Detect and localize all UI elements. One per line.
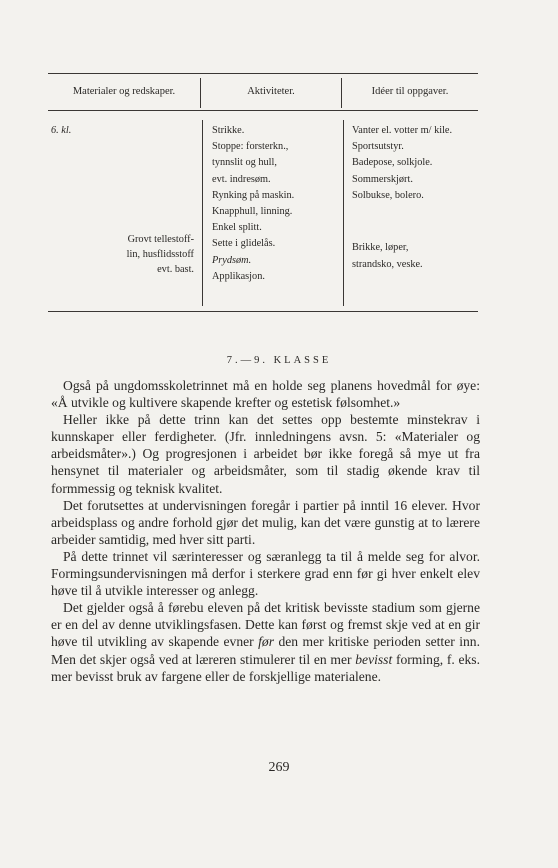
paragraph-text: forming, f. eks. mer bevisst bruk av fargene eller de forskjellige materialene. [51, 651, 480, 684]
activity-item: Applikasjon. [212, 270, 265, 282]
table-top-rule [48, 73, 478, 74]
emphasis-text: bevisst [355, 651, 393, 667]
emphasis-text: før [258, 634, 274, 650]
header-activities: Aktiviteter. [247, 86, 295, 97]
header-ideas: Idéer til oppgaver. [371, 86, 449, 97]
idea-item: Sommerskjørt. [352, 173, 413, 185]
materials-cell [102, 232, 194, 278]
materials-line: lin, husflidsstoff [126, 249, 194, 261]
ideas-cell-group-1 [352, 123, 452, 204]
activity-item: Sette i glidelås. [212, 238, 276, 250]
header-materials: Materialer og redskaper. [72, 86, 176, 97]
activity-item: Stoppe: forsterkn., [212, 141, 289, 153]
grade-label: 6. kl. [51, 125, 72, 136]
paragraph: Heller ikke på dette trinn kan det settes opp bestemte minstekrav i kunnskaper eller ferdigheter. (Jfr. innledningens avsn. 5: «Materialer og arbeidsmåter».) Og progresjonen i arbeidet bør ikke foregå så mye ut fra hensynet til materialer og arbeidsmåter, som til stadig økende krav til formmessig og teknisk kvalitet. [51, 412, 480, 496]
table-header-rule [48, 110, 478, 111]
idea-item: Solbukse, bolero. [352, 189, 424, 201]
column-divider-2-body [343, 120, 344, 306]
column-divider-1-body [202, 120, 203, 306]
paragraph: Det forutsettes at undervisningen foregår i partier på inntil 16 elever. Hvor arbeidsplass og andre forhold gjør det mulig, kan det være gunstig at to lærere arbeider samtidig, med hver sitt parti. [51, 497, 480, 547]
idea-item: Brikke, løper, [352, 242, 409, 253]
activity-item: Prydsøm. [212, 254, 252, 266]
section-heading: 7.—9. KLASSE [226, 355, 332, 366]
paragraph-text: den mer kritiske perioden setter inn. Men det skjer også ved at læreren stimulerer til en mer [51, 634, 480, 667]
activities-cell [212, 123, 294, 285]
materials-line: Grovt tellestoff- [127, 234, 194, 245]
page-number: 269 [268, 760, 290, 775]
paragraph [51, 599, 480, 684]
activity-item: Rynking på maskin. [212, 189, 295, 201]
activity-item: Strikke. [212, 125, 245, 136]
idea-item: Vanter el. votter m/ kile. [352, 125, 453, 136]
body-text [51, 377, 480, 685]
paragraph-text: Det gjelder også å førebu eleven på det kritisk bevisste stadium som gjerne er en del av denne utviklingsfasen. Dette kan først og fremst skje ved at en gir høve til utvikling av skapende evner [51, 600, 480, 650]
activity-item: Enkel splitt. [212, 222, 262, 234]
idea-item: Badepose, solkjole. [352, 157, 433, 169]
paragraph: Også på ungdomsskoletrinnet må en holde seg planens hovedmål for øye: «Å utvikle og kultivere skapende krefter og estetisk følsomhet.» [51, 378, 480, 411]
paragraph: På dette trinnet vil særinteresser og særanlegg ta til å melde seg for alvor. Formingsundervisningen må derfor i sterkere grad enn før gi hver enkelt elev høve til å utvikle interesser og anlegg. [51, 548, 480, 599]
activity-item: evt. indresøm. [212, 173, 271, 185]
ideas-cell-group-2 [352, 239, 423, 273]
idea-item: Sportsutstyr. [352, 141, 404, 153]
materials-line: evt. bast. [157, 264, 194, 276]
table-bottom-rule [48, 311, 478, 312]
idea-item: strandsko, veske. [352, 259, 423, 270]
activity-item: Knapphull, linning. [212, 206, 293, 218]
activity-item: tynnslit og hull, [212, 157, 277, 169]
